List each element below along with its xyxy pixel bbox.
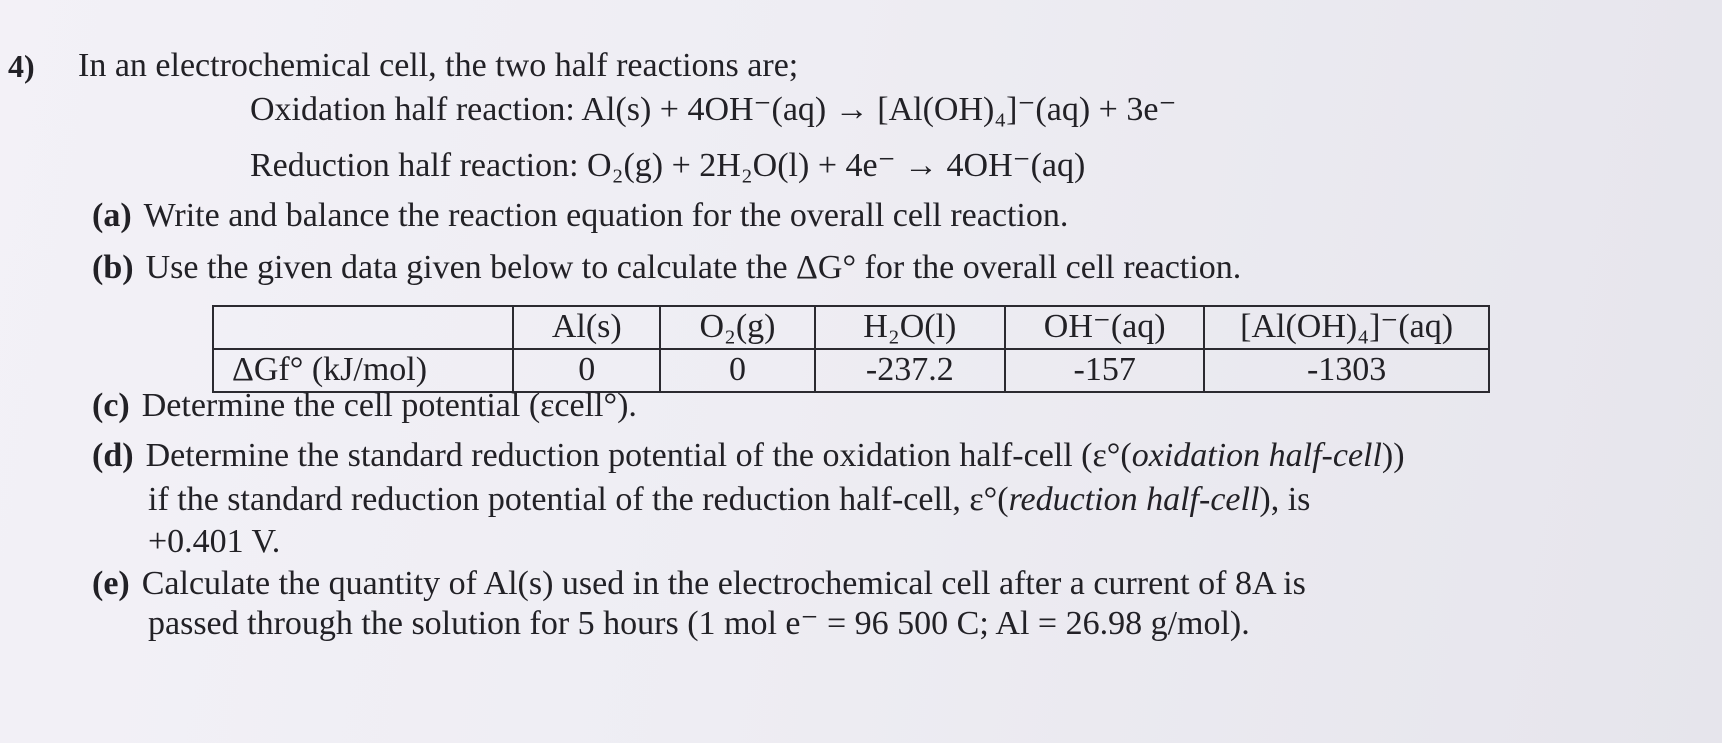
table-header-cell: OH⁻(aq): [1005, 306, 1204, 349]
table-cell: -237.2: [815, 349, 1006, 392]
part-d-italic-2: reduction half-cell: [1008, 481, 1260, 518]
table-cell: 0: [513, 349, 660, 392]
part-d-label: (d): [92, 437, 134, 474]
part-e-line-1: [92, 564, 1306, 604]
part-c: [92, 386, 637, 426]
part-d-text-1: Determine the standard reduction potential of the oxidation half-cell (ε°(: [145, 437, 1132, 474]
part-e-label: (e): [92, 565, 130, 602]
part-b-text: Use the given data given below to calculate the ΔG° for the overall cell reaction.: [145, 249, 1242, 286]
table-cell: -1303: [1204, 349, 1489, 392]
table-header-cell: [Al(OH)₄]⁻(aq): [1204, 306, 1489, 349]
part-d-text-2: if the standard reduction potential of the reduction half-cell, ε°(: [148, 481, 1009, 518]
part-d-close-1: )): [1381, 437, 1405, 474]
gibbs-energy-table: [212, 305, 1490, 393]
table-header-row: [213, 306, 1489, 349]
table-row-label: ΔGf° (kJ/mol): [213, 349, 513, 392]
question-intro: In an electrochemical cell, the two half reactions are;: [78, 47, 799, 84]
part-e-line-2: passed through the solution for 5 hours (1 mol e⁻ = 96 500 C; Al = 26.98 g/mol).: [148, 605, 1250, 642]
table-header-cell: O₂(g): [660, 306, 814, 349]
part-e-text-1: Calculate the quantity of Al(s) used in the electrochemical cell after a current of 8A is: [141, 565, 1306, 602]
part-a: [92, 196, 1068, 236]
part-b-label: (b): [92, 249, 134, 286]
part-d-line-1: [92, 436, 1405, 476]
table-header-cell: H₂O(l): [815, 306, 1006, 349]
part-d-line-3: +0.401 V.: [148, 523, 281, 560]
part-c-label: (c): [92, 387, 130, 424]
part-c-text: Determine the cell potential (εcell°).: [141, 387, 637, 424]
table-cell: 0: [660, 349, 814, 392]
table-cell: -157: [1005, 349, 1204, 392]
oxidation-half-reaction: Oxidation half reaction: Al(s) + 4OH⁻(aq) → [Al(OH)₄]⁻(aq) + 3e⁻: [250, 91, 1177, 128]
part-d-close-2: ), is: [1259, 481, 1311, 518]
reduction-half-reaction: Reduction half reaction: O₂(g) + 2H₂O(l) + 4e⁻ → 4OH⁻(aq): [250, 147, 1086, 184]
part-b: [92, 248, 1241, 288]
table-header-cell: Al(s): [513, 306, 660, 349]
part-a-text: Write and balance the reaction equation for the overall cell reaction.: [143, 197, 1069, 234]
table-header-cell: [213, 306, 513, 349]
question-number: 4): [8, 48, 35, 84]
part-a-label: (a): [92, 197, 132, 234]
part-d-line-2: [148, 480, 1310, 520]
part-d-italic-1: oxidation half-cell: [1131, 437, 1382, 474]
